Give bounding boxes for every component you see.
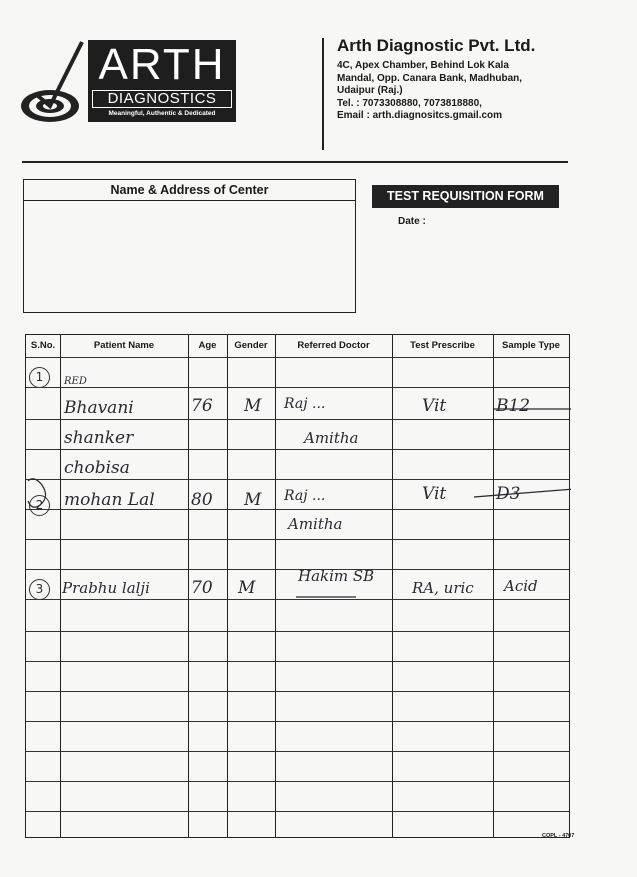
target-logo-icon xyxy=(20,40,86,128)
entry2-gender: M xyxy=(244,490,262,510)
entry3-name: Prabhu lalji xyxy=(62,579,150,597)
form-title: TEST REQUISITION FORM xyxy=(372,185,559,208)
entry2-name: mohan Lal xyxy=(64,490,155,510)
header-gender: Gender xyxy=(234,340,268,351)
logo-tagline: Meaningful, Authentic & Dedicated xyxy=(108,110,216,117)
telephone: Tel. : 7073308880, 7073818880, xyxy=(337,97,482,109)
address-line: 4C, Apex Chamber, Behind Lok Kala xyxy=(337,60,509,71)
header-sno: S.No. xyxy=(30,340,56,351)
entry1-doctor-line1: Raj ... xyxy=(284,396,326,412)
address-line: Mandal, Opp. Canara Bank, Madhuban, xyxy=(337,72,523,84)
entry1-age: 76 xyxy=(191,396,213,416)
entry2-sno: 2 xyxy=(29,495,50,516)
address-line: Udaipur (Raj.) xyxy=(337,85,403,96)
center-box-title: Name & Address of Center xyxy=(24,180,355,201)
header-test-prescribe: Test Prescribe xyxy=(410,340,475,351)
entry1-sample: B12 xyxy=(496,396,531,416)
logo-subtitle: DIAGNOSTICS xyxy=(107,90,217,107)
header-patient-name: Patient Name xyxy=(93,340,155,351)
entry3-test: RA, uric xyxy=(412,579,474,597)
email: Email : arth.diagnositcs.gmail.com xyxy=(337,110,503,121)
entry3-doctor: Hakim SB xyxy=(298,567,375,585)
entry1-name-line2: shanker xyxy=(64,428,134,448)
entry2-doctor-line1: Raj ... xyxy=(284,488,326,504)
entry3-gender: M xyxy=(238,578,256,598)
entry1-name-line1: Bhavani xyxy=(64,398,134,418)
company-address xyxy=(337,60,522,123)
header-referred-doctor: Referred Doctor xyxy=(297,340,370,351)
header-sample-type: Sample Type xyxy=(502,340,560,351)
date-label: Date : xyxy=(398,216,426,227)
entry2-sample: D3 xyxy=(496,484,521,504)
header-rule xyxy=(22,161,568,163)
entry0-name: RED xyxy=(64,376,87,387)
logo-subtitle-frame xyxy=(92,90,232,108)
company-name: Arth Diagnostic Pvt. Ltd. xyxy=(337,36,536,55)
entry1-gender: M xyxy=(244,396,262,416)
entry1-sno: 1 xyxy=(29,367,50,388)
entry1-doctor-line2: Amitha xyxy=(304,429,359,447)
entry2-test: Vit xyxy=(422,484,447,504)
logo-name: ARTH xyxy=(98,40,226,89)
entry3-age: 70 xyxy=(191,578,213,598)
handwriting-strokes xyxy=(26,335,571,839)
header-age: Age xyxy=(198,340,217,351)
entry2-age: 80 xyxy=(191,490,213,510)
entry1-name-line3: chobisa xyxy=(64,458,130,478)
form-code: COPL - 4707 xyxy=(542,833,575,839)
entry3-sno: 3 xyxy=(29,579,50,600)
entry3-sample: Acid xyxy=(504,577,538,595)
header-divider xyxy=(322,38,324,150)
entry2-doctor-line2: Amitha xyxy=(288,515,343,533)
center-address-box xyxy=(23,179,356,313)
requisition-table xyxy=(25,334,570,838)
entry1-test: Vit xyxy=(422,396,447,416)
logo-box xyxy=(88,40,236,122)
